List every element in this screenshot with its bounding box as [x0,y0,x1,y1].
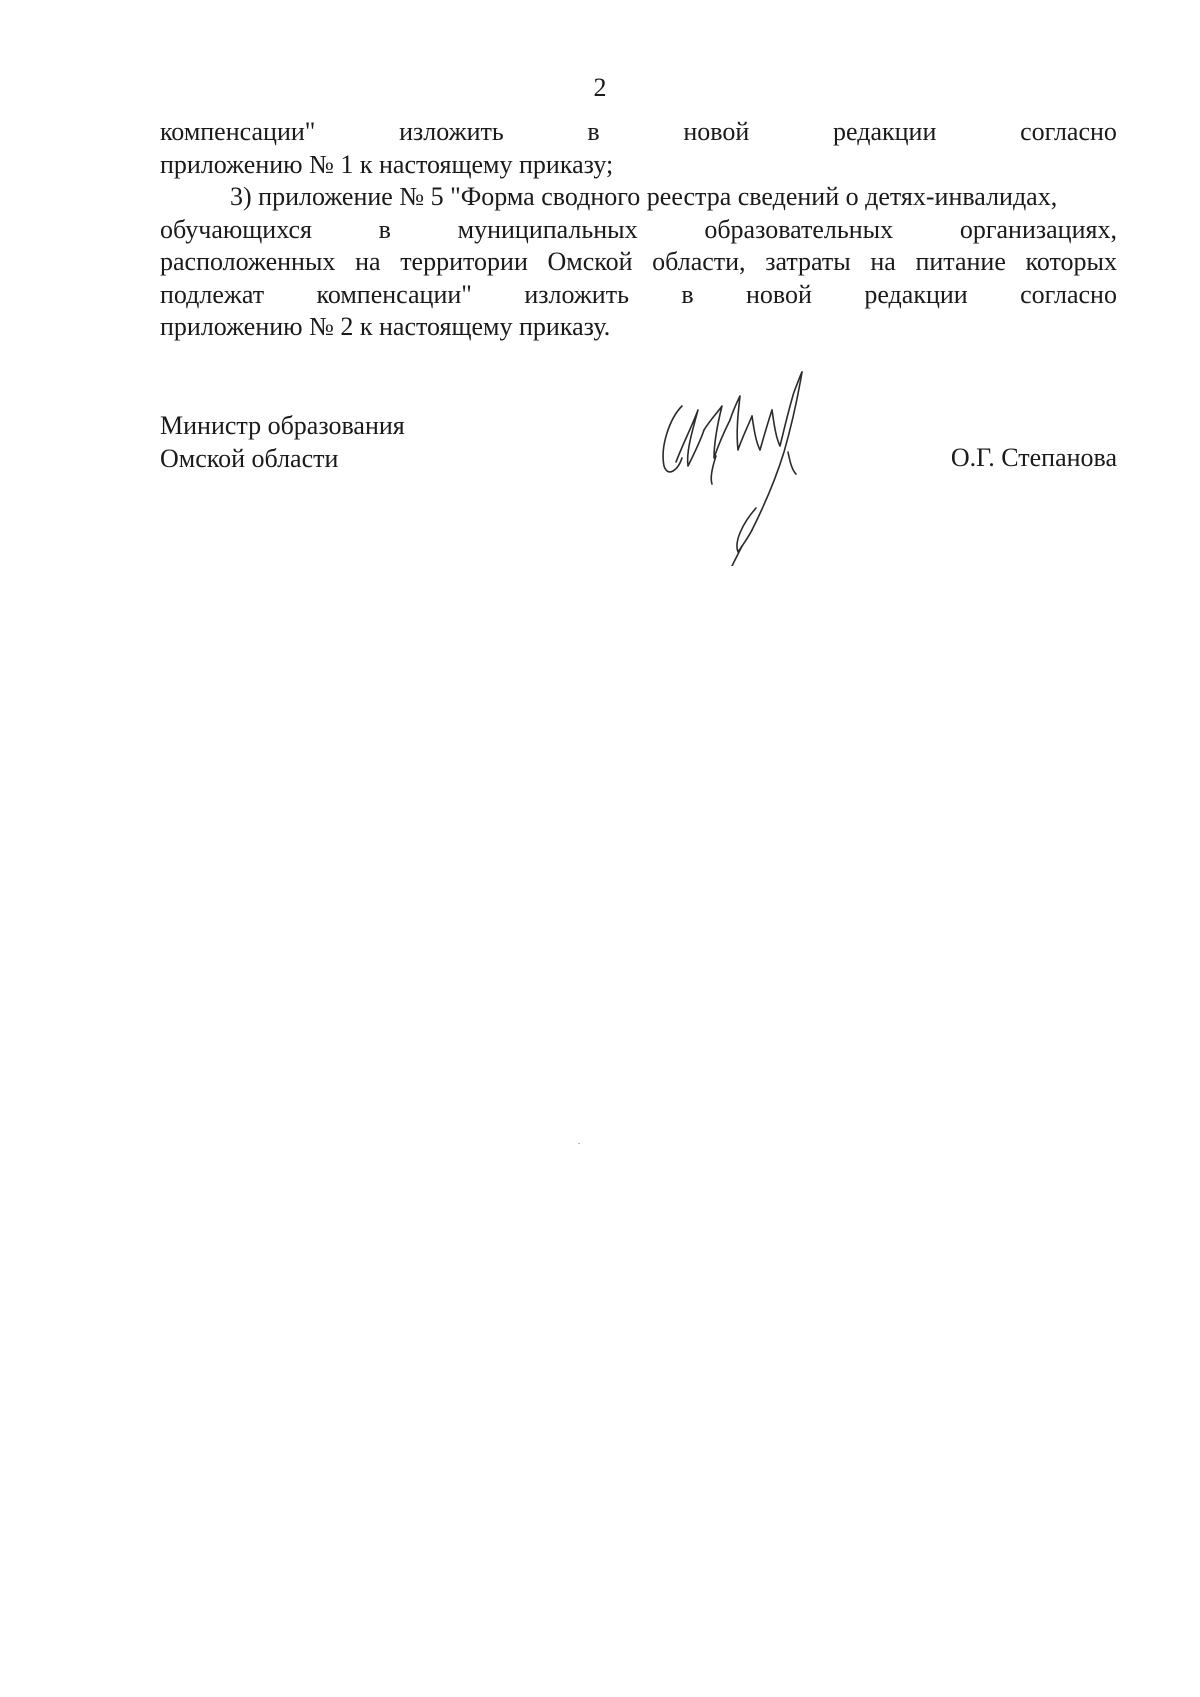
word: области, [652,247,746,276]
word: редакции [833,117,937,146]
word: компенсации" [316,279,472,309]
word: расположенных [160,247,336,276]
signer-title [160,410,405,475]
signer-title-line: Омской области [160,443,339,473]
word: подлежат [160,279,265,309]
text-line: приложению № 1 к настоящему приказу; [160,149,614,179]
word: в [587,117,600,146]
word: питание [915,247,1006,276]
word: новой [683,117,750,146]
word: изложить [524,279,629,309]
text-line: приложению № 2 к настоящему приказу. [160,312,611,341]
text-line [160,246,1117,279]
word: компенсации" [160,117,316,146]
text-line: 3) приложение № 5 "Форма сводного реестра сведений о детях-инвалидах, [230,182,1058,211]
text-line [160,279,1117,312]
word: муниципальных [457,214,638,244]
word: редакции [864,279,968,309]
document-body [160,116,1117,344]
word: в [681,279,694,309]
word: на [870,247,896,276]
word: организациях, [959,214,1117,244]
text-line [160,214,1117,247]
word: на [355,247,381,276]
signature-block [160,410,1117,570]
word: которых [1025,247,1117,276]
word: образовательных [704,214,894,244]
handwritten-signature [652,366,832,566]
page-number: 2 [593,73,607,102]
signer-name: О.Г. Степанова [950,443,1117,472]
signer-title-line: Министр образования [160,411,405,440]
text-line [160,116,1117,149]
word: в [378,214,391,244]
word: изложить [399,117,504,146]
scan-speck [578,1143,580,1144]
word: согласно [1020,279,1117,309]
word: затраты [765,247,851,276]
word: обучающихся [160,214,312,244]
word: территории [400,247,528,276]
word: Омской [547,247,633,276]
word: новой [746,279,812,309]
word: согласно [1020,117,1117,146]
